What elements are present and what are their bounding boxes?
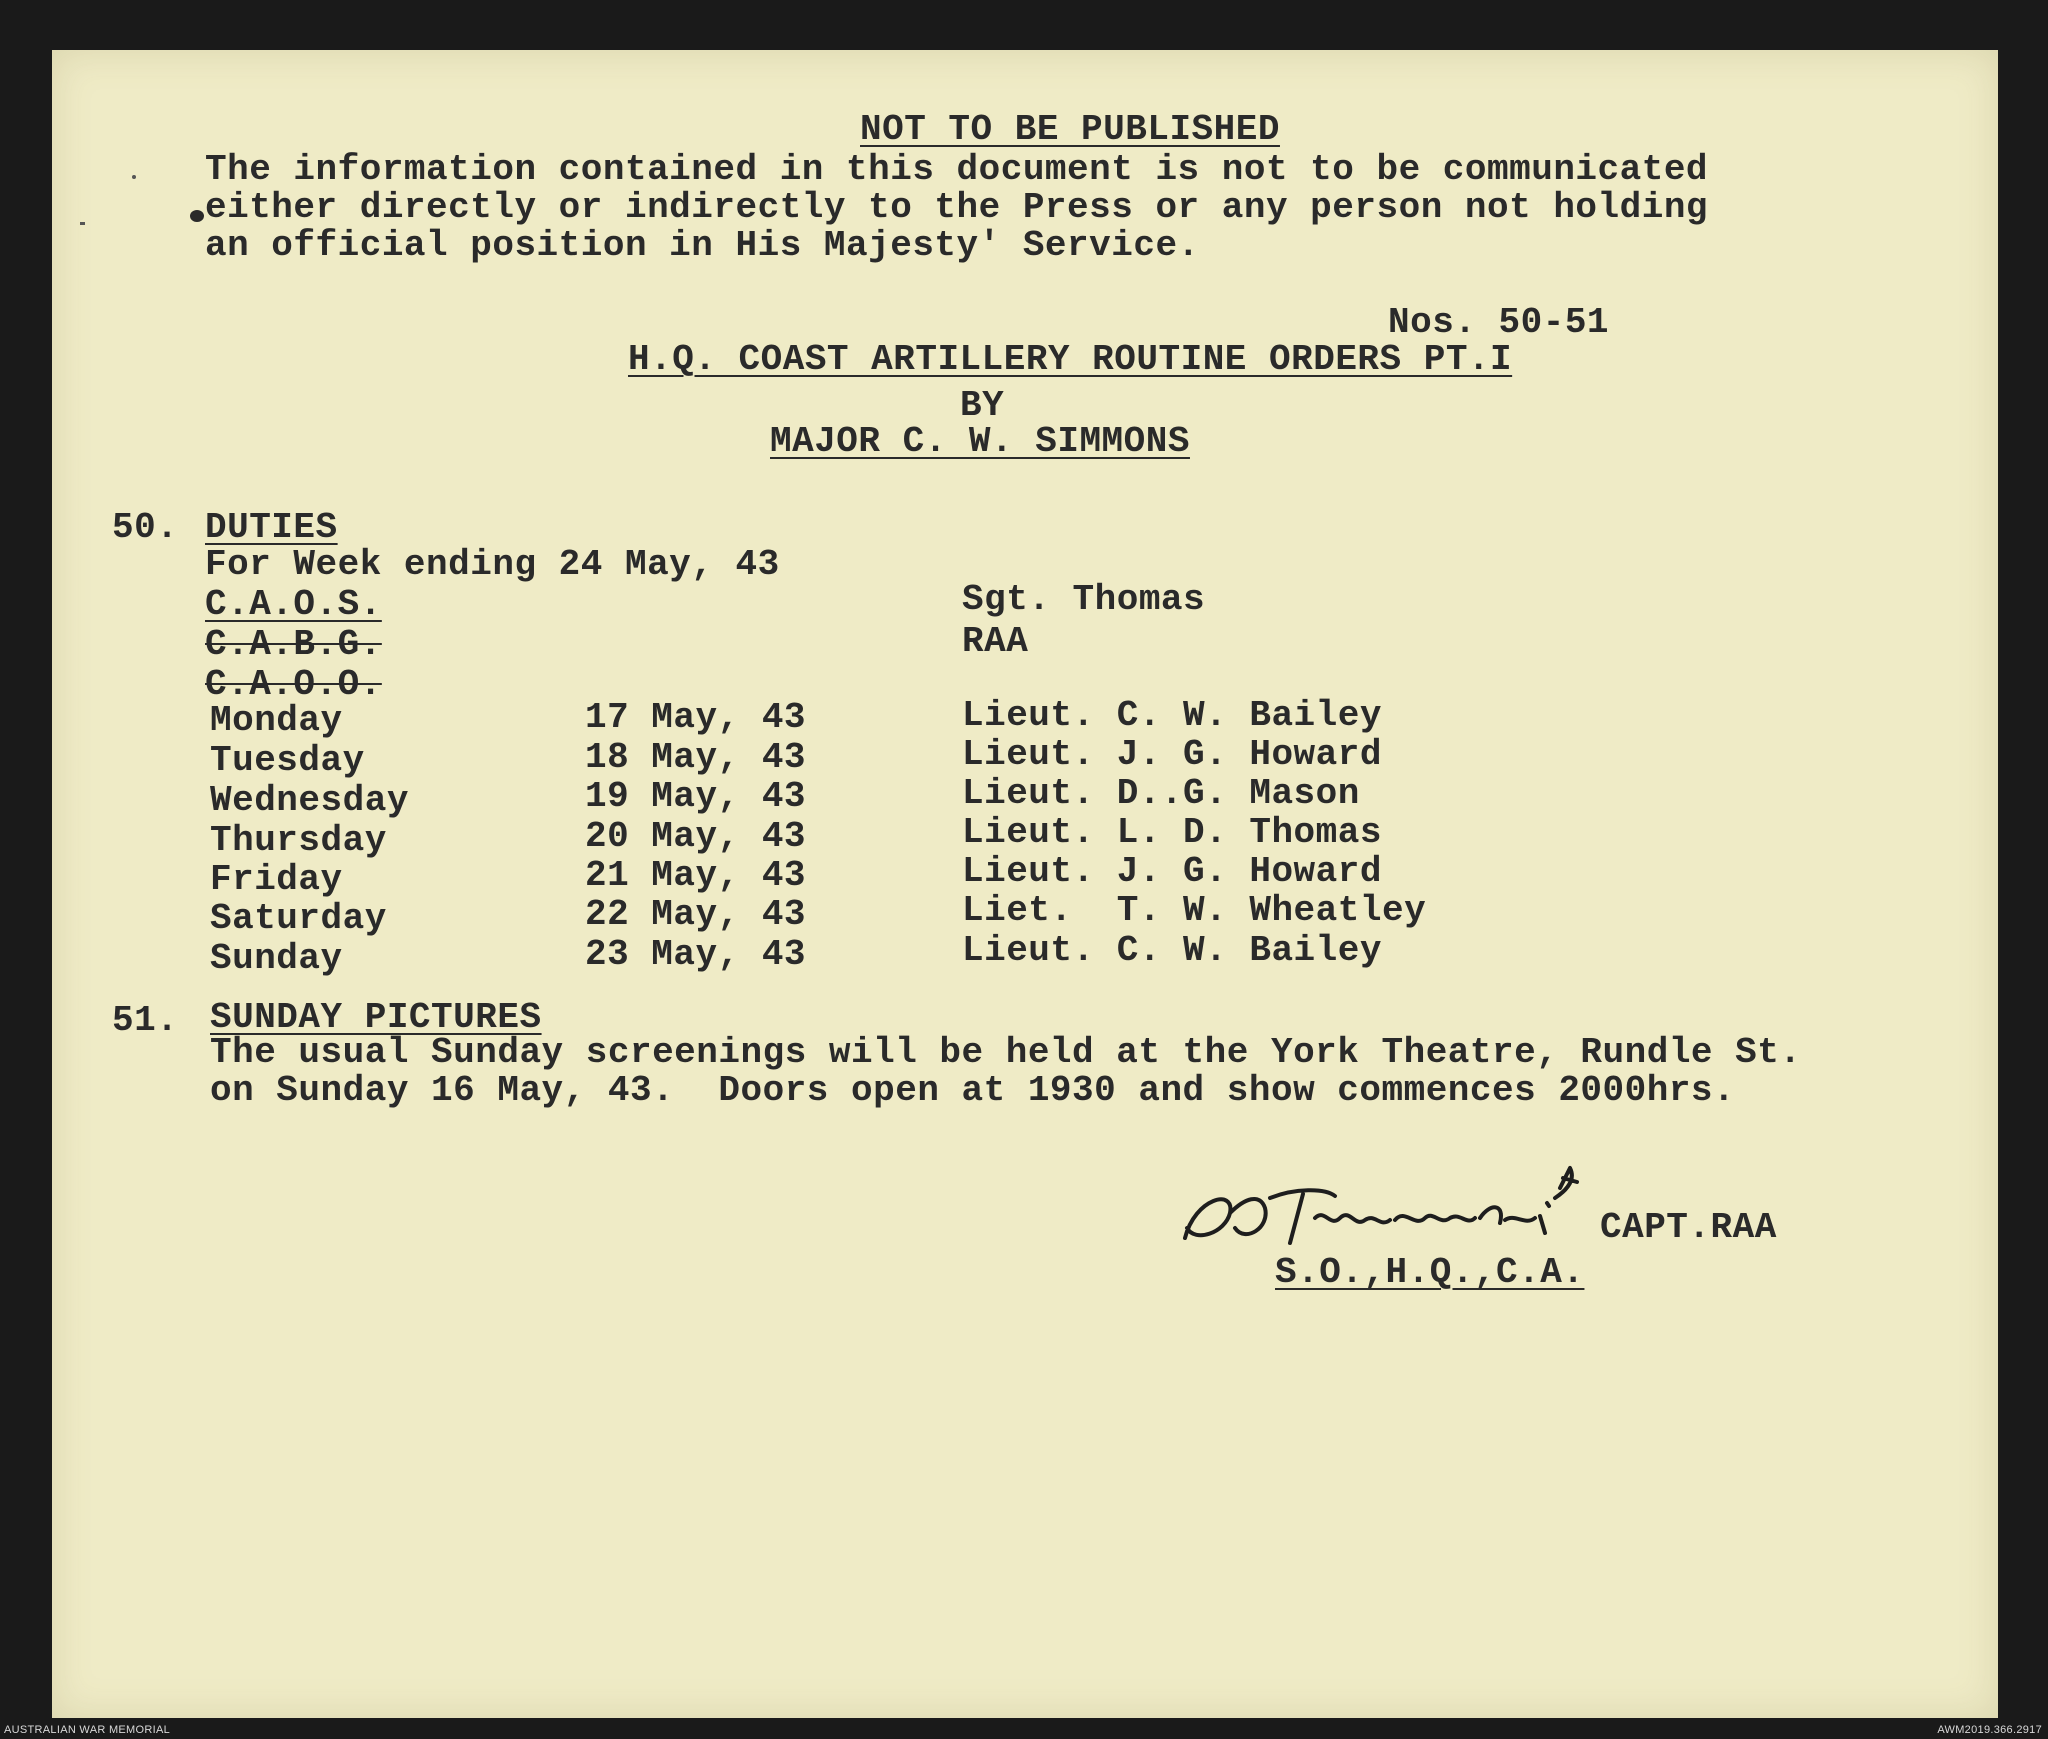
section-51-heading: SUNDAY PICTURES (210, 997, 542, 1038)
notice-line-1: The information contained in this document is not to be communicated (205, 149, 1709, 190)
roster-date: 20 May, 43 (585, 816, 807, 857)
roster-officer: Lieut. L. D. Thomas (962, 812, 1382, 853)
roster-day: Thursday (210, 820, 387, 861)
notice-line-3: an official position in His Majesty' Service. (205, 225, 1200, 266)
roster-officer: Lieut. C. W. Bailey (962, 695, 1382, 736)
roster-officer: Liet. T. W. Wheatley (962, 890, 1427, 931)
footer-institution: AUSTRALIAN WAR MEMORIAL (4, 1724, 171, 1736)
role-assignee: Sgt. Thomas (962, 579, 1206, 620)
roster-day: Sunday (210, 938, 343, 979)
roster-date: 21 May, 43 (585, 855, 807, 896)
roster-date: 23 May, 43 (585, 934, 807, 975)
order-numbers: Nos. 50-51 (1388, 302, 1610, 343)
signatory-rank: CAPT.RAA (1600, 1207, 1777, 1248)
orders-by: BY (960, 385, 1005, 426)
role-code: C.A.O.S. (205, 584, 382, 625)
week-ending-line: For Week ending 24 May, 43 (205, 544, 780, 585)
role-assignee: RAA (962, 621, 1029, 662)
footer-accession: AWM2019.366.2917 (1937, 1724, 2042, 1736)
section-50-number: 50. (112, 507, 179, 548)
roster-date: 19 May, 43 (585, 776, 807, 817)
roster-date: 18 May, 43 (585, 737, 807, 778)
roster-date: 17 May, 43 (585, 697, 807, 738)
roster-day: Wednesday (210, 780, 409, 821)
roster-officer: Lieut. C. W. Bailey (962, 930, 1382, 971)
orders-title: H.Q. COAST ARTILLERY ROUTINE ORDERS PT.I (628, 339, 1513, 380)
roster-day: Monday (210, 700, 343, 741)
roster-officer: Lieut. J. G. Howard (962, 851, 1382, 892)
role-code: C.A.B.G. (205, 624, 382, 665)
section-51-number: 51. (112, 1000, 179, 1041)
roster-officer: Lieut. D..G. Mason (962, 773, 1360, 814)
roster-officer: Lieut. J. G. Howard (962, 734, 1382, 775)
roster-date: 22 May, 43 (585, 894, 807, 935)
roster-day: Friday (210, 859, 343, 900)
orders-officer: MAJOR C. W. SIMMONS (770, 421, 1190, 462)
ink-smudge (190, 210, 204, 222)
roster-day: Tuesday (210, 740, 365, 781)
ink-dot (80, 222, 85, 225)
ink-dot (132, 175, 136, 179)
role-code: C.A.O.O. (205, 664, 382, 705)
signatory-position: S.O.,H.Q.,C.A. (1275, 1252, 1585, 1293)
roster-day: Saturday (210, 898, 387, 939)
notice-line-2: either directly or indirectly to the Press or any person not holding (205, 187, 1709, 228)
section-51-line-1: The usual Sunday screenings will be held at the York Theatre, Rundle St. (210, 1032, 1802, 1073)
section-50-heading: DUTIES (205, 507, 338, 548)
section-51-line-2: on Sunday 16 May, 43. Doors open at 1930 and show commences 2000hrs. (210, 1070, 1736, 1111)
restriction-title: NOT TO BE PUBLISHED (860, 109, 1280, 150)
